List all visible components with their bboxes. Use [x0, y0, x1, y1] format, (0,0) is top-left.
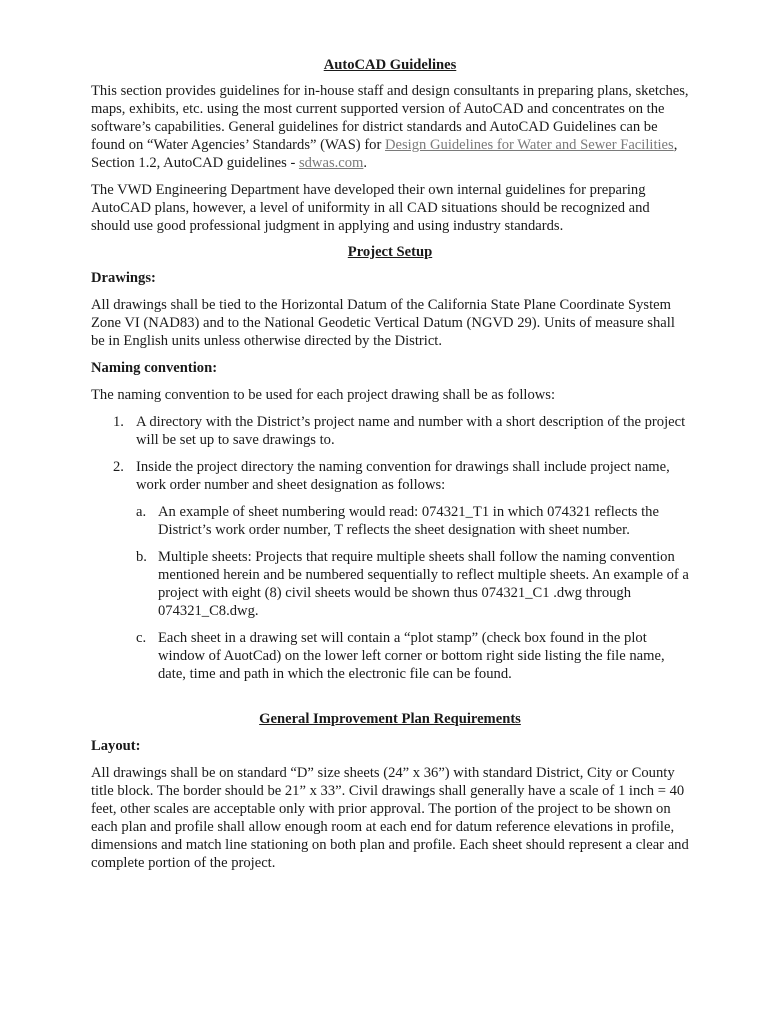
document-page [91, 56, 689, 872]
design-guidelines-link[interactable]: Design Guidelines for Water and Sewer Facilities [384, 137, 674, 153]
naming-convention-intro: The naming convention to be used for each project drawing shall be as follows: [91, 387, 556, 403]
list-marker: 2. [113, 459, 124, 475]
sublist-marker: b. [136, 549, 147, 565]
sublist-marker: c. [136, 630, 147, 646]
naming-sublist [136, 503, 689, 683]
drawings-paragraph: All drawings shall be tied to the Horizontal Datum of the California State Plane Coordinate System Zone VI (NAD83) and to the National Geodetic Vertical Datum (NGVD 29). Units of measure shall be in English units unless otherwise directed by the District. [91, 297, 675, 349]
naming-convention-heading: Naming convention: [91, 360, 218, 376]
drawings-heading: Drawings: [91, 270, 156, 286]
document-title: AutoCAD Guidelines [323, 57, 457, 73]
intro-paragraph-2: The VWD Engineering Department have developed their own internal guidelines for preparing AutoCAD plans, however, a level of uniformity in all CAD situations should be recognized and should use good professional judgment in applying and using industry standards. [91, 182, 650, 234]
intro-text-end: . [363, 155, 368, 171]
sublist-item [136, 503, 689, 539]
intro-paragraph-1 [91, 82, 689, 172]
intro-text-before-link: This section provides guidelines for in-house staff and design consultants in preparing plans, sketches, maps, exhibits, etc. using the most current supported version of AutoCAD and concentrates on the software’s capabilities. General guidelines for district standards and AutoCAD Guidelines can be found on “Water Agencies’ Standards” (WAS) for [91, 83, 689, 153]
naming-convention-list [91, 413, 689, 683]
layout-paragraph: All drawings shall be on standard “D” size sheets (24” x 36”) with standard District, City or County title block. The border should be 21” x 33”. Civil drawings shall generally have a scale of 1 inch = 40 feet, other scales are acceptable only with prior approval. The portion of the project to be shown on each plan and profile shall allow enough room at each end for datum reference elevations in profile, dimensions and match line stationing on both plan and profile. Each sheet should represent a clear and complete portion of the project. [91, 765, 689, 871]
improvement-plan-heading: General Improvement Plan Requirements [259, 711, 521, 727]
list-item [91, 458, 689, 683]
layout-heading: Layout: [91, 738, 141, 754]
list-item [91, 413, 689, 449]
list-item-text: A directory with the District’s project name and number with a short description of the project will be set up to save drawings to. [136, 414, 686, 448]
sdwas-link[interactable]: sdwas.com [298, 155, 364, 171]
sublist-item-text: Each sheet in a drawing set will contain a “plot stamp” (check box found in the plot window of AuotCad) on the lower left corner or bottom right side listing the file name, date, time and path in which the electronic file can be found. [158, 630, 665, 682]
section-spacer [91, 692, 689, 710]
list-marker: 1. [113, 414, 124, 430]
sublist-item-text: Multiple sheets: Projects that require multiple sheets shall follow the naming convention mentioned herein and be numbered sequentially to reflect multiple sheets. An example of a project with eight (8) civil sheets would be shown thus 074321_C1 .dwg through 074321_C8.dwg. [158, 549, 689, 619]
intro-text-middle: , Section 1.2, AutoCAD guidelines - [91, 137, 678, 171]
sublist-item [136, 629, 689, 683]
sublist-item-text: An example of sheet numbering would read: 074321_T1 in which 074321 reflects the District’s work order number, T reflects the sheet designation with sheet number. [158, 504, 659, 538]
sublist-item [136, 548, 689, 620]
sublist-marker: a. [136, 504, 147, 520]
project-setup-heading: Project Setup [347, 244, 433, 260]
list-item-text: Inside the project directory the naming convention for drawings shall include project name, work order number and sheet designation as follows: [136, 459, 670, 493]
